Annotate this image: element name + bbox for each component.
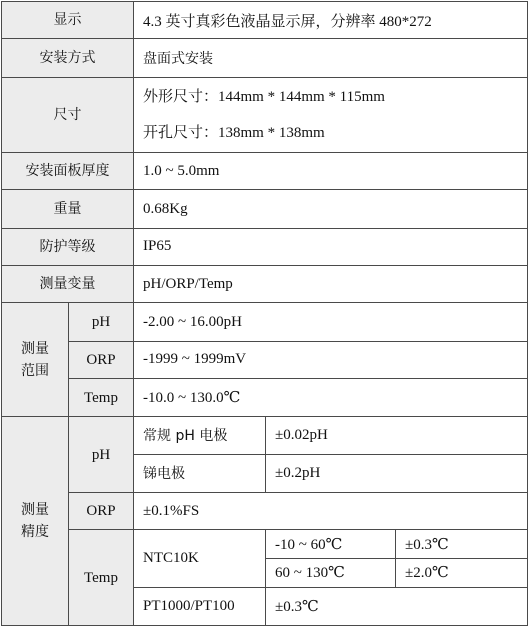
table-row — [2, 228, 528, 265]
table-row — [2, 266, 528, 303]
normal-ph-electrode: 常规 pH 电极 — [134, 417, 266, 454]
table-row — [2, 303, 528, 341]
ntc-accuracy-2: ±2.0℃ — [396, 559, 528, 587]
panel-thickness-label: 安装面板厚度 — [2, 153, 134, 190]
antimony-accuracy: ±0.2pH — [266, 454, 528, 492]
ntc10k-sensor: NTC10K — [134, 530, 266, 587]
ntc-range-1: -10 ~ 60℃ — [266, 530, 396, 559]
range-temp-value: -10.0 ~ 130.0℃ — [134, 378, 528, 416]
ntc-range-2: 60 ~ 130℃ — [266, 559, 396, 587]
range-ph-value: -2.00 ~ 16.00pH — [134, 303, 528, 341]
table-row — [2, 492, 528, 529]
protection-value: IP65 — [134, 228, 528, 265]
range-label-line-1: 测量 — [21, 340, 49, 357]
range-temp-label: Temp — [69, 378, 134, 416]
table-row — [2, 2, 528, 39]
antimony-electrode: 锑电极 — [134, 454, 266, 492]
normal-ph-accuracy: ±0.02pH — [266, 417, 528, 454]
table-row — [2, 530, 528, 559]
variables-label: 测量变量 — [2, 266, 134, 303]
range-orp-label: ORP — [69, 341, 134, 378]
weight-value: 0.68Kg — [134, 190, 528, 228]
ntc-accuracy-1: ±0.3℃ — [396, 530, 528, 559]
specification-table — [1, 1, 528, 626]
accuracy-label-line-1: 测量 — [21, 502, 49, 519]
display-value: 4.3 英寸真彩色液晶显示屏，分辨率 480*272 — [134, 2, 528, 39]
table-row — [2, 190, 528, 228]
range-ph-label: pH — [69, 303, 134, 341]
pt-accuracy: ±0.3℃ — [266, 587, 528, 625]
table-row — [2, 39, 528, 77]
table-row — [2, 77, 528, 153]
accuracy-ph-label: pH — [69, 417, 134, 493]
accuracy-orp-value: ±0.1%FS — [134, 492, 528, 529]
mounting-label: 安装方式 — [2, 39, 134, 77]
display-label: 显示 — [2, 2, 134, 39]
size-value — [134, 77, 528, 153]
variables-value: pH/ORP/Temp — [134, 266, 528, 303]
accuracy-orp-label: ORP — [69, 492, 134, 529]
outline-dimensions: 外形尺寸：144mm * 144mm * 115mm — [143, 88, 385, 105]
measurement-range-label — [2, 303, 69, 417]
table-row — [2, 417, 528, 454]
table-row — [2, 378, 528, 416]
cutout-dimensions: 开孔尺寸：138mm * 138mm — [143, 124, 325, 141]
range-label-line-2: 范围 — [21, 362, 49, 379]
mounting-value: 盘面式安装 — [134, 39, 528, 77]
size-label: 尺寸 — [2, 77, 134, 153]
accuracy-temp-label: Temp — [69, 530, 134, 626]
measurement-accuracy-label — [2, 417, 69, 626]
pt-sensor: PT1000/PT100 — [134, 587, 266, 625]
weight-label: 重量 — [2, 190, 134, 228]
protection-label: 防护等级 — [2, 228, 134, 265]
table-row — [2, 341, 528, 378]
accuracy-label-line-2: 精度 — [21, 524, 49, 541]
panel-thickness-value: 1.0 ~ 5.0mm — [134, 153, 528, 190]
table-row — [2, 153, 528, 190]
range-orp-value: -1999 ~ 1999mV — [134, 341, 528, 378]
